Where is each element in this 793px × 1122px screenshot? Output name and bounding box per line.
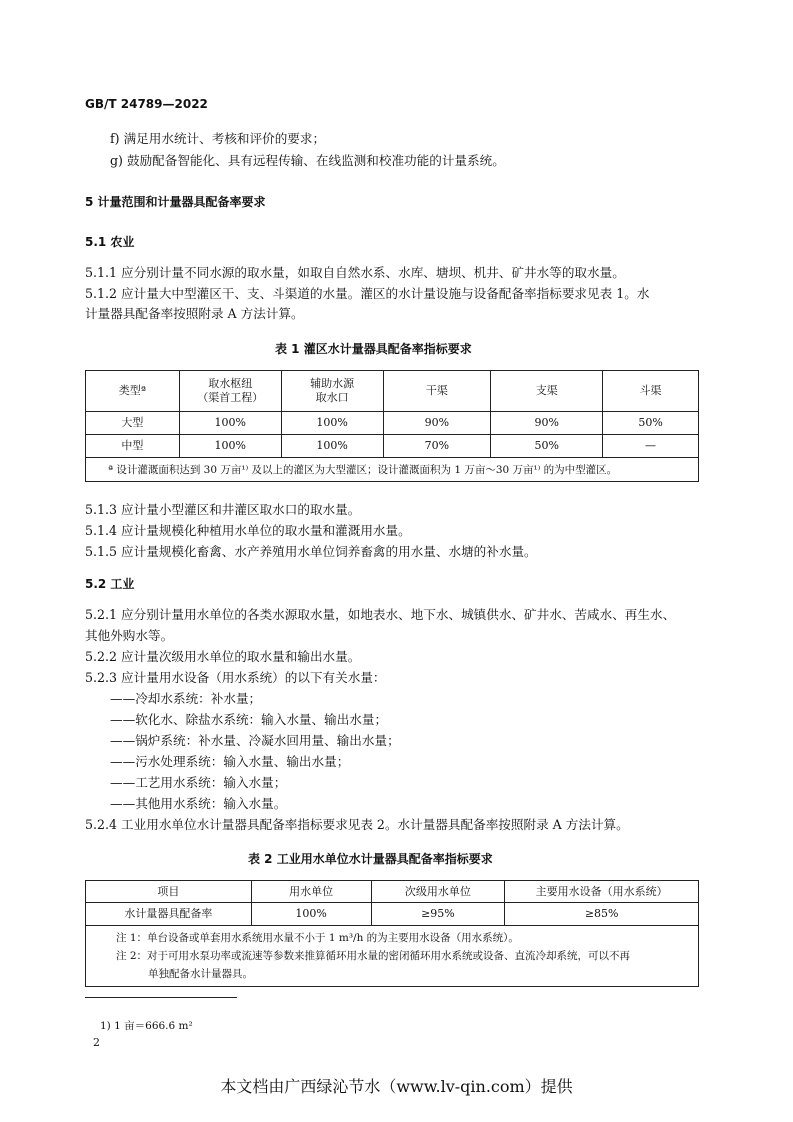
para-5-1-3: 5.1.3 应计量小型灌区和井灌区取水口的取水量。	[85, 502, 361, 517]
table-cell: 100%	[251, 903, 371, 926]
table-cell: ≥85%	[505, 903, 699, 926]
table-cell: ≥95%	[371, 903, 505, 926]
standard-code: GB/T 24789—2022	[85, 97, 208, 111]
table-cell: 50%	[603, 412, 699, 435]
table-1-caption: 表 1 灌区水计量器具配备率指标要求	[275, 342, 472, 356]
table-2-note-2-line2: 单独配备水计量器具。	[148, 968, 253, 980]
provider-watermark: 本文档由广西绿沁节水（www.lv-qin.com）提供	[220, 1077, 573, 1096]
para-5-1-4: 5.1.4 应计量规模化种植用水单位的取水量和灌溉用水量。	[85, 523, 411, 538]
table-2-note-1: 注 1：单台设备或单套用水系统用水量不小于 1 m³/h 的为主要用水设备（用水系统）。	[116, 932, 519, 944]
table-cell: 50%	[491, 435, 603, 458]
section-5-2-title: 5.2 工业	[85, 577, 135, 591]
table-2-caption: 表 2 工业用水单位水计量器具配备率指标要求	[248, 852, 493, 866]
table-row	[86, 903, 699, 926]
list-item: ——锅炉系统：补水量、冷凝水回用量、输出水量；	[110, 733, 400, 748]
table-2-header-cell: 主要用水设备（用水系统）	[505, 881, 699, 903]
table-1-header-cell: 支渠	[491, 371, 603, 412]
table-2-header-cell: 次级用水单位	[371, 881, 505, 903]
list-item: ——污水处理系统：输入水量、输出水量；	[110, 754, 350, 769]
table-cell: 70%	[383, 435, 491, 458]
table-cell: 大型	[86, 412, 180, 435]
table-cell: 100%	[281, 435, 383, 458]
table-1-header-cell	[281, 371, 383, 412]
table-1	[85, 370, 699, 482]
table-cell: —	[603, 435, 699, 458]
table-cell: 100%	[179, 435, 281, 458]
para-5-1-2-line2: 计量器具配备率按照附录 A 方法计算。	[85, 306, 304, 321]
table-cell: 中型	[86, 435, 180, 458]
table-2-header-cell: 用水单位	[251, 881, 371, 903]
table-note-row	[86, 458, 699, 482]
para-5-1-1: 5.1.1 应分别计量不同水源的取水量，如取自自然水系、水库、塘坝、机井、矿井水等的取水量。	[85, 265, 625, 280]
table-2-notes	[86, 926, 699, 987]
table-row	[86, 435, 699, 458]
footnote-divider	[85, 997, 237, 998]
table-2-note-2-line1: 注 2：对于可用水泵功率或流速等参数来推算循环用水量的密闭循环用水系统或设备、直流冷却系统，可以不再	[116, 950, 631, 962]
header-text: 取水口	[315, 391, 349, 404]
table-row	[86, 412, 699, 435]
table-cell: 水计量器具配备率	[86, 903, 252, 926]
table-1-header-cell: 干渠	[383, 371, 491, 412]
table-cell: 90%	[383, 412, 491, 435]
table-1-header-row	[86, 371, 699, 412]
list-item-f: f) 满足用水统计、考核和评价的要求；	[110, 131, 326, 146]
para-5-2-1-line2: 其他外购水等。	[85, 628, 174, 643]
list-item-g: g) 鼓励配备智能化、具有远程传输、在线监测和校准功能的计量系统。	[110, 153, 505, 168]
table-cell: 100%	[179, 412, 281, 435]
para-5-2-2: 5.2.2 应计量次级用水单位的取水量和输出水量。	[85, 649, 361, 664]
para-5-1-5: 5.1.5 应计量规模化畜禽、水产养殖用水单位饲养畜禽的用水量、水塘的补水量。	[85, 544, 537, 559]
header-text: （渠首工程）	[197, 391, 264, 404]
table-note-row	[86, 926, 699, 987]
list-item: ——其他用水系统：输入水量。	[110, 796, 287, 811]
table-2-header-cell: 项目	[86, 881, 252, 903]
table-1-header-cell	[179, 371, 281, 412]
para-5-2-3: 5.2.3 应计量用水设备（用水系统）的以下有关水量：	[85, 670, 386, 685]
footnote: 1) 1 亩＝666.6̇ m²	[100, 1020, 193, 1032]
page-number: 2	[93, 1036, 100, 1049]
table-2-header-row	[86, 881, 699, 903]
list-item: ——冷却水系统：补水量；	[110, 691, 262, 706]
table-1-header-cell: 类型ª	[86, 371, 180, 412]
para-5-1-2-line1: 5.1.2 应计量大中型灌区干、支、斗渠道的水量。灌区的水计量设施与设备配备率指标要求见表 1。水	[85, 286, 650, 301]
list-item: ——软化水、除盐水系统：输入水量、输出水量；	[110, 712, 388, 727]
header-text: 辅助水源	[310, 377, 355, 390]
table-cell: 100%	[281, 412, 383, 435]
para-5-2-1-line1: 5.2.1 应分别计量用水单位的各类水源取水量，如地表水、地下水、城镇供水、矿井水、苦咸水、再生水、	[85, 607, 676, 622]
table-1-header-cell: 斗渠	[603, 371, 699, 412]
para-5-2-4: 5.2.4 工业用水单位水计量器具配备率指标要求见表 2。水计量器具配备率按照附录 A 方法计算。	[85, 817, 629, 832]
table-1-note: ª 设计灌溉面积达到 30 万亩¹⁾ 及以上的灌区为大型灌区；设计灌溉面积为 1 万亩～30 万亩¹⁾ 的为中型灌区。	[86, 458, 699, 482]
section-5-1-title: 5.1 农业	[85, 235, 135, 249]
table-2	[85, 880, 699, 987]
list-item: ——工艺用水系统：输入水量；	[110, 775, 287, 790]
section-5-title: 5 计量范围和计量器具配备率要求	[85, 195, 266, 209]
table-cell: 90%	[491, 412, 603, 435]
header-text: 取水枢纽	[208, 377, 253, 390]
